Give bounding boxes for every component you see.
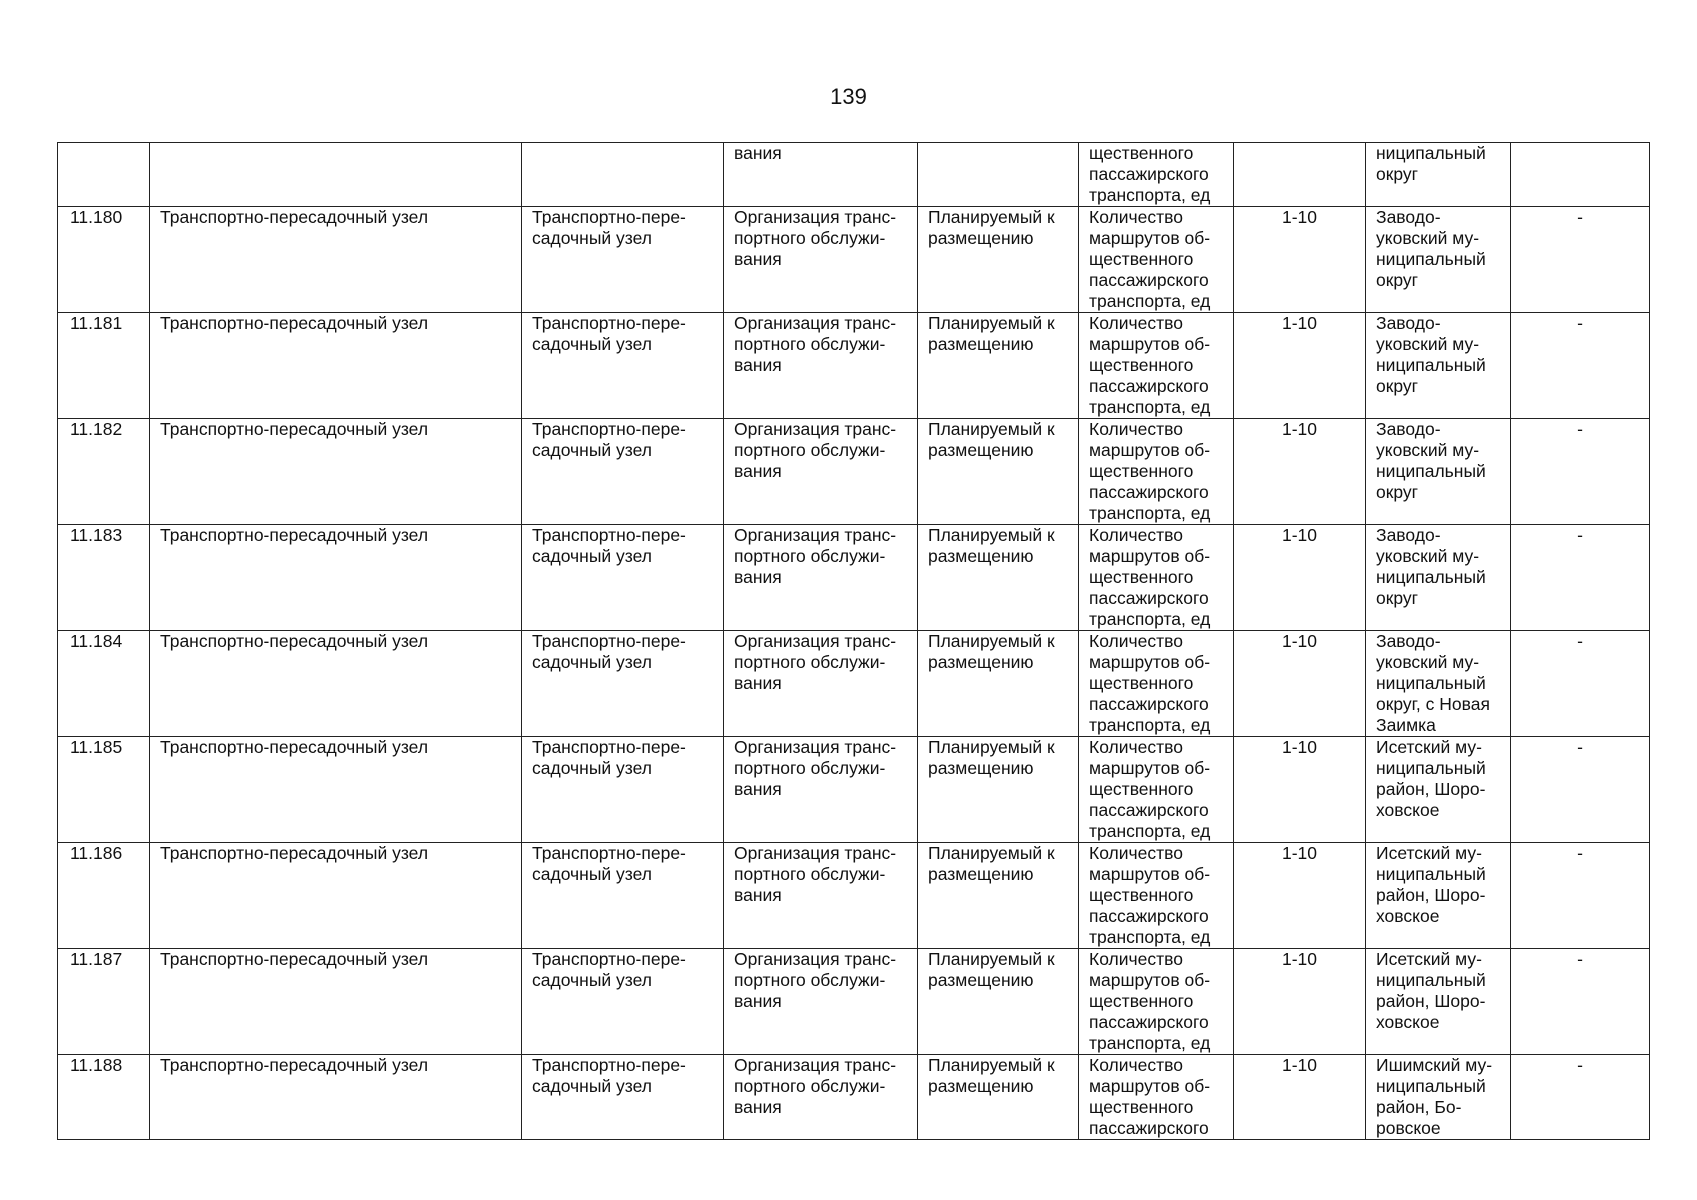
table-row [58,949,1650,1055]
cell-zone: - [1511,631,1650,737]
cell-object-name [150,143,522,207]
cell-number: 11.184 [58,631,150,737]
table-row [58,631,1650,737]
cell-characteristic: Количество маршрутов об- щественного пассажирского транспорта, ед [1079,949,1234,1055]
cell-value: 1-10 [1234,313,1366,419]
cell-characteristic: Количество маршрутов об- щественного пассажирского транспорта, ед [1079,525,1234,631]
cell-value: 1-10 [1234,419,1366,525]
cell-zone: - [1511,949,1650,1055]
cell-location: Заводо- уковский му- ниципальный округ [1366,313,1511,419]
table-row [58,1055,1650,1140]
cell-status: Планируемый к размещению [918,207,1079,313]
table-row [58,843,1650,949]
table-row [58,737,1650,843]
cell-status: Планируемый к размещению [918,843,1079,949]
cell-characteristic: щественного пассажирского транспорта, ед [1079,143,1234,207]
cell-location: Заводо- уковский му- ниципальный округ, с Новая Заимка [1366,631,1511,737]
cell-characteristic: Количество маршрутов об- щественного пассажирского транспорта, ед [1079,843,1234,949]
cell-purpose: Организация транс- портного обслужи- вания [724,843,918,949]
cell-status: Планируемый к размещению [918,313,1079,419]
cell-number: 11.181 [58,313,150,419]
cell-object-name: Транспортно-пересадочный узел [150,525,522,631]
cell-zone: - [1511,1055,1650,1140]
cell-number: 11.186 [58,843,150,949]
table-row [58,419,1650,525]
cell-characteristic: Количество маршрутов об- щественного пассажирского транспорта, ед [1079,313,1234,419]
cell-number: 11.185 [58,737,150,843]
cell-location: Ишимский му- ниципальный район, Бо- ровское [1366,1055,1511,1140]
cell-characteristic: Количество маршрутов об- щественного пассажирского транспорта, ед [1079,419,1234,525]
cell-number [58,143,150,207]
table-row [58,313,1650,419]
cell-purpose: вания [724,143,918,207]
cell-object-name: Транспортно-пересадочный узел [150,631,522,737]
cell-purpose: Организация транс- портного обслужи- вания [724,313,918,419]
cell-zone: - [1511,313,1650,419]
cell-object-type: Транспортно-пере- садочный узел [522,207,724,313]
cell-status: Планируемый к размещению [918,419,1079,525]
cell-object-type: Транспортно-пере- садочный узел [522,949,724,1055]
cell-purpose: Организация транс- портного обслужи- вания [724,631,918,737]
cell-location: Заводо- уковский му- ниципальный округ [1366,207,1511,313]
cell-zone: - [1511,419,1650,525]
cell-object-type: Транспортно-пере- садочный узел [522,525,724,631]
table-row [58,525,1650,631]
cell-object-name: Транспортно-пересадочный узел [150,1055,522,1140]
cell-location: Исетский му- ниципальный район, Шоро- ховское [1366,843,1511,949]
cell-value: 1-10 [1234,207,1366,313]
cell-purpose: Организация транс- портного обслужи- вания [724,1055,918,1140]
table-row [58,207,1650,313]
cell-object-type: Транспортно-пере- садочный узел [522,1055,724,1140]
cell-object-type: Транспортно-пере- садочный узел [522,419,724,525]
cell-value: 1-10 [1234,631,1366,737]
cell-value: 1-10 [1234,1055,1366,1140]
cell-number: 11.182 [58,419,150,525]
cell-location: Заводо- уковский му- ниципальный округ [1366,525,1511,631]
cell-zone [1511,143,1650,207]
cell-purpose: Организация транс- портного обслужи- вания [724,419,918,525]
cell-object-name: Транспортно-пересадочный узел [150,419,522,525]
cell-location: ниципальный округ [1366,143,1511,207]
cell-zone: - [1511,843,1650,949]
cell-object-name: Транспортно-пересадочный узел [150,949,522,1055]
cell-number: 11.187 [58,949,150,1055]
cell-status: Планируемый к размещению [918,525,1079,631]
cell-value: 1-10 [1234,525,1366,631]
cell-status: Планируемый к размещению [918,631,1079,737]
cell-number: 11.183 [58,525,150,631]
cell-location: Заводо- уковский му- ниципальный округ [1366,419,1511,525]
cell-status: Планируемый к размещению [918,1055,1079,1140]
cell-purpose: Организация транс- портного обслужи- вания [724,737,918,843]
cell-purpose: Организация транс- портного обслужи- вания [724,949,918,1055]
cell-object-type: Транспортно-пере- садочный узел [522,313,724,419]
cell-purpose: Организация транс- портного обслужи- вания [724,525,918,631]
objects-table [57,142,1650,1140]
cell-zone: - [1511,207,1650,313]
cell-object-name: Транспортно-пересадочный узел [150,313,522,419]
cell-purpose: Организация транс- портного обслужи- вания [724,207,918,313]
cell-status: Планируемый к размещению [918,737,1079,843]
cell-value: 1-10 [1234,737,1366,843]
table-row-continuation [58,143,1650,207]
cell-object-type [522,143,724,207]
cell-object-type: Транспортно-пере- садочный узел [522,737,724,843]
cell-object-name: Транспортно-пересадочный узел [150,737,522,843]
cell-zone: - [1511,737,1650,843]
cell-location: Исетский му- ниципальный район, Шоро- ховское [1366,949,1511,1055]
cell-characteristic: Количество маршрутов об- щественного пассажирского транспорта, ед [1079,737,1234,843]
cell-object-type: Транспортно-пере- садочный узел [522,843,724,949]
cell-number: 11.180 [58,207,150,313]
cell-status [918,143,1079,207]
cell-location: Исетский му- ниципальный район, Шоро- ховское [1366,737,1511,843]
cell-object-type: Транспортно-пере- садочный узел [522,631,724,737]
cell-characteristic: Количество маршрутов об- щественного пассажирского транспорта, ед [1079,207,1234,313]
cell-value: 1-10 [1234,949,1366,1055]
cell-status: Планируемый к размещению [918,949,1079,1055]
cell-zone: - [1511,525,1650,631]
cell-characteristic: Количество маршрутов об- щественного пассажирского [1079,1055,1234,1140]
cell-object-name: Транспортно-пересадочный узел [150,207,522,313]
cell-number: 11.188 [58,1055,150,1140]
cell-value [1234,143,1366,207]
cell-characteristic: Количество маршрутов об- щественного пассажирского транспорта, ед [1079,631,1234,737]
cell-object-name: Транспортно-пересадочный узел [150,843,522,949]
cell-value: 1-10 [1234,843,1366,949]
page-number: 139 [830,84,867,109]
